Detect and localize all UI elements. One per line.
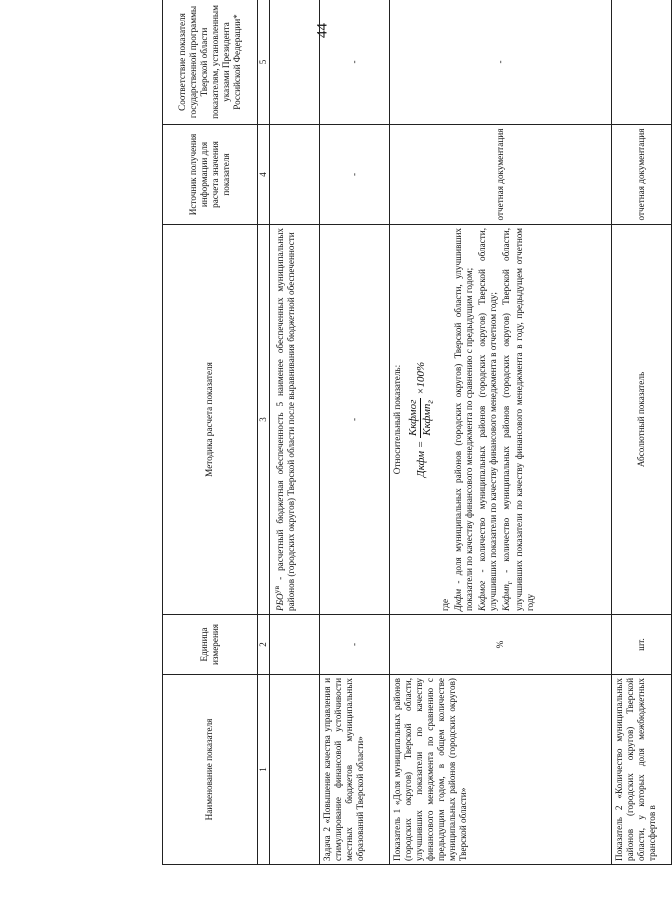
cell-source: отчетная документация: [611, 125, 671, 225]
column-index-row: [258, 0, 270, 865]
header-source: Источник получения информации для расчета значения показателя: [163, 125, 258, 225]
formula-fraction: [407, 398, 436, 438]
formula-lhs: Дкфм =: [415, 440, 428, 478]
cell-method: Абсолютный показатель: [611, 225, 671, 615]
table-row: [611, 0, 671, 865]
method-intro: Относительный показатель:: [391, 364, 402, 475]
variable-superscript: ув: [271, 585, 281, 594]
formula-numerator: Ккфмог: [407, 398, 421, 438]
where-label: где: [440, 598, 451, 611]
definition-text: - количество муниципальных районов (городских округов) Тверской области, улучшивших показатели по качеству финансового менеджмента в году, предыдущем отчетном году: [501, 228, 536, 611]
formula: [407, 228, 436, 611]
column-index: 1: [258, 675, 270, 865]
cell-name: Показатель 2 «Количество муниципальных районов (городских округов) Тверской области, у которых доля межбюджетных трансфертов в: [611, 675, 671, 865]
definition-text: - количество муниципальных районов (городских округов) Тверской области, улучшивших показатели по качеству финансового менеджмента в отчетном году;: [477, 228, 499, 611]
header-row: [163, 0, 258, 865]
cell-source: -: [319, 125, 389, 225]
cell-method: [269, 225, 319, 615]
method-text: - расчетный бюджетная обеспеченность 5 наименее обеспеченных муниципальных районов (городских округов) Тверской области после выравнивания бюджетной обеспеченности: [274, 228, 296, 611]
header-unit: Единица измерения: [163, 615, 258, 675]
cell-unit: шт.: [611, 615, 671, 675]
definition-variable: Ккфмог: [477, 580, 488, 611]
header-compliance: Соответствие показателя государственной программы Тверской области показателям, установленным указами Президента Российской Федерации*: [163, 0, 258, 125]
cell-compliance: -: [389, 0, 611, 125]
definition: [477, 228, 499, 611]
rotated-page-content: [162, 0, 657, 865]
cell-name: Задача 2 «Повышение качества управления и стимулирование финансовой устойчивости местных бюджетов муниципальных образований Тверской области»: [319, 675, 389, 865]
formula-denominator: [421, 398, 436, 438]
cell-unit: [269, 615, 319, 675]
cell-name: [269, 675, 319, 865]
formula-tail: ×100%: [415, 361, 428, 395]
cell-method: [389, 225, 611, 615]
cell-compliance: [269, 0, 319, 125]
column-index: 3: [258, 225, 270, 615]
definition: [453, 228, 475, 611]
table-row: [389, 0, 611, 865]
definition-variable: Ккфмп: [501, 584, 512, 611]
page-number: 44: [314, 23, 331, 38]
formula-denominator-sub: г: [425, 399, 436, 404]
cell-source: отчетная документация: [389, 125, 611, 225]
definition-variable: Дкфм: [453, 589, 464, 611]
cell-compliance: [611, 0, 671, 125]
cell-source: [269, 125, 319, 225]
definition-sub: г: [505, 581, 515, 585]
definition-text: - доля муниципальных районов (городских округов) Тверской области, улучшивших показатели по качеству финансового менеджмента по сравнению с предыдущим годом;: [453, 228, 475, 611]
table-row: [269, 0, 319, 865]
formula-denominator-var: Ккфмп: [421, 403, 434, 436]
header-name: Наименование показателя: [163, 675, 258, 865]
header-method: Методика расчета показателя: [163, 225, 258, 615]
cell-method: -: [319, 225, 389, 615]
cell-unit: %: [389, 615, 611, 675]
cell-name: Показатель 1 «Доля муниципальных районов (городских округов) Тверской области, улучшивших показатели по качеству финансового менеджмента по сравнению с предыдущим годом, в общем количестве муниципальных районов (городских округов) Тверской области»: [389, 675, 611, 865]
cell-unit: -: [319, 615, 389, 675]
column-index: 5: [258, 0, 270, 125]
column-index: 4: [258, 125, 270, 225]
definition: [501, 228, 536, 611]
column-index: 2: [258, 615, 270, 675]
variable-rbo: РБО: [274, 593, 285, 611]
table-row: [319, 0, 389, 865]
cell-compliance: -: [319, 0, 389, 125]
indicator-table: [162, 0, 672, 865]
